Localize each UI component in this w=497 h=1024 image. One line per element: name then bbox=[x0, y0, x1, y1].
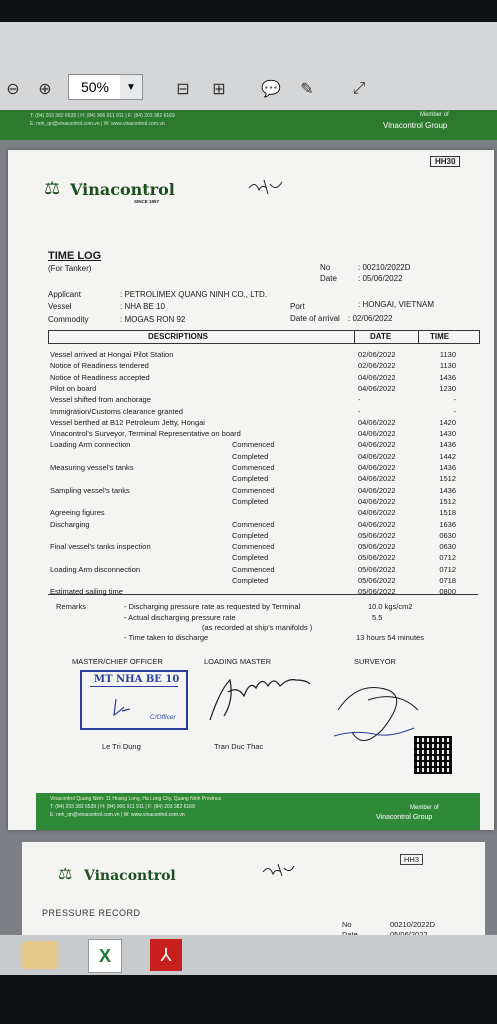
row-time: 1512 bbox=[439, 496, 456, 506]
qr-code-icon bbox=[414, 736, 452, 774]
sig-surveyor-label: SURVEYOR bbox=[354, 657, 396, 666]
row-stage: Completed bbox=[232, 496, 269, 506]
row-date: 05/06/2022 bbox=[358, 576, 396, 585]
row-time: 0718 bbox=[439, 576, 456, 585]
commodity-label: Commodity bbox=[48, 315, 89, 324]
vessel-value: : NHA BE 10 bbox=[120, 302, 165, 311]
sig-loading-label: LOADING MASTER bbox=[204, 657, 272, 666]
row-time: 1436 bbox=[439, 440, 456, 450]
master-signature-icon bbox=[108, 695, 138, 719]
row-date: 05/06/2022 bbox=[358, 564, 396, 574]
loading-master-name: Tran Duc Thac bbox=[214, 742, 264, 751]
col-time: TIME bbox=[430, 332, 450, 341]
row-time: 1518 bbox=[439, 508, 456, 518]
row-time: 0630 bbox=[439, 530, 456, 540]
row-time: 1420 bbox=[439, 417, 456, 427]
strip-member: Member of bbox=[420, 112, 449, 118]
row-stage: Commenced bbox=[232, 542, 275, 552]
row-date: 04/06/2022 bbox=[358, 440, 396, 450]
logo-text: Vinacontrol bbox=[70, 180, 175, 199]
row-date: 02/06/2022 bbox=[358, 350, 396, 359]
form-code: HH30 bbox=[430, 156, 460, 167]
arrival-label: Date of arrival bbox=[290, 314, 340, 323]
vinacontrol-logo-icon: ⚖ bbox=[44, 178, 61, 198]
row-description: Measuring vessel's tanks bbox=[50, 463, 134, 472]
remark-1: - Discharging pressure rate as requested by Terminal bbox=[124, 602, 301, 611]
row-time: - bbox=[453, 406, 456, 416]
row-description: Vessel arrived at Hongai Pilot Station bbox=[50, 350, 174, 359]
remark-2: - Actual discharging pressure rate bbox=[124, 613, 236, 622]
footer-phones: T: (84) 203 382 6539 | H: (84) 906 911 911 | F: (84) 203 382 6169 bbox=[50, 804, 195, 810]
row-date: 04/06/2022 bbox=[358, 519, 396, 529]
doc-title: TIME LOG bbox=[48, 250, 102, 262]
stamp-role: C/Officer bbox=[150, 714, 176, 721]
initials-signature-icon bbox=[246, 176, 286, 198]
row-time: 1436 bbox=[439, 485, 456, 495]
row-date: 04/06/2022 bbox=[358, 474, 396, 484]
row-date: 04/06/2022 bbox=[358, 485, 396, 495]
row-description: Agreeing figures bbox=[50, 508, 105, 518]
master-name: Le Tri Dung bbox=[102, 742, 141, 751]
page2-no-label: No bbox=[342, 920, 352, 929]
row-description: Notice of Readiness tendered bbox=[50, 361, 149, 371]
row-time: 1436 bbox=[439, 372, 456, 382]
row-time: 1430 bbox=[439, 429, 456, 439]
pdf-reader-icon[interactable]: ⅄ bbox=[150, 939, 182, 971]
strip-contact-1: T: (84) 203 382 6539 | H: (84) 906 911 911 | F: (84) 203 382 6169 bbox=[30, 113, 175, 119]
row-stage: Commenced bbox=[232, 519, 275, 529]
document-page bbox=[8, 150, 494, 830]
col-date: DATE bbox=[370, 332, 392, 341]
excel-icon[interactable]: X bbox=[88, 939, 122, 973]
row-time: 1436 bbox=[439, 463, 456, 472]
monitor-bezel-top bbox=[0, 0, 497, 22]
document-page-2 bbox=[22, 842, 485, 937]
row-description: Immigration/Customs clearance granted bbox=[50, 406, 183, 416]
loading-master-signature-icon bbox=[204, 668, 324, 728]
row-date: 05/06/2022 bbox=[358, 587, 396, 597]
file-explorer-icon[interactable] bbox=[22, 941, 58, 969]
page2-title: PRESSURE RECORD bbox=[42, 908, 141, 918]
zoom-out-icon[interactable]: ⊖ bbox=[6, 81, 20, 98]
comment-icon[interactable]: 💬 bbox=[261, 81, 281, 98]
no-label: No bbox=[320, 263, 331, 272]
row-description: Estimated sailing time bbox=[50, 587, 123, 597]
row-time: 1512 bbox=[439, 474, 456, 484]
row-time: 1130 bbox=[439, 350, 456, 359]
doc-subtitle: (For Tanker) bbox=[48, 264, 92, 273]
date-value: : 05/06/2022 bbox=[358, 274, 403, 283]
row-stage: Completed bbox=[232, 474, 269, 484]
row-date: 04/06/2022 bbox=[358, 372, 396, 382]
arrival-value: : 02/06/2022 bbox=[348, 314, 393, 323]
previous-page-footer bbox=[0, 110, 497, 140]
row-date: 05/06/2022 bbox=[358, 542, 396, 552]
row-date: 04/06/2022 bbox=[358, 463, 396, 472]
surveyor-signature-icon bbox=[328, 670, 428, 750]
logo-since: SINCE 1957 bbox=[134, 199, 160, 204]
zoom-level-input[interactable]: 50% bbox=[68, 74, 122, 100]
row-description: Vessel berthed at B12 Petroleum Jetty, Hongai bbox=[50, 417, 205, 427]
row-stage: Commenced bbox=[232, 440, 275, 450]
row-time: 1442 bbox=[439, 451, 456, 461]
row-stage: Completed bbox=[232, 576, 269, 585]
row-stage: Commenced bbox=[232, 463, 275, 472]
row-time: 0800 bbox=[439, 587, 456, 597]
row-time: 1636 bbox=[439, 519, 456, 529]
page2-no-value: 00210/2022D bbox=[390, 920, 436, 929]
row-date: 04/06/2022 bbox=[358, 383, 396, 393]
fullscreen-icon[interactable]: ⤢ bbox=[352, 80, 366, 97]
zoom-dropdown-icon[interactable]: ▼ bbox=[120, 74, 143, 100]
row-date: 04/06/2022 bbox=[358, 508, 396, 518]
row-date: 02/06/2022 bbox=[358, 361, 396, 371]
commodity-value: : MOGAS RON 92 bbox=[120, 315, 186, 324]
sig-master-label: MASTER/CHIEF OFFICER bbox=[72, 657, 163, 666]
row-description: Notice of Readiness accepted bbox=[50, 372, 150, 382]
remark-3: - Time taken to discharge bbox=[124, 633, 209, 642]
fit-page-icon[interactable]: ⊞ bbox=[212, 81, 226, 98]
row-date: 05/06/2022 bbox=[358, 530, 396, 540]
footer-address: Vinacontrol Quang Ninh: 11 Hoang Long, Ha Long City, Quang Ninh Province bbox=[50, 796, 222, 802]
row-date: 04/06/2022 bbox=[358, 451, 396, 461]
row-description: Pilot on board bbox=[50, 383, 97, 393]
port-label: Port bbox=[290, 302, 305, 311]
monitor-bezel-bottom bbox=[0, 975, 497, 1024]
footer-group: Vinacontrol Group bbox=[376, 814, 433, 821]
page2-logo-icon: ⚖ bbox=[58, 866, 73, 883]
row-time: - bbox=[453, 395, 456, 405]
row-description: Final vessel's tanks inspection bbox=[50, 542, 151, 552]
page-footer bbox=[36, 793, 480, 830]
vessel-label: Vessel bbox=[48, 302, 72, 311]
row-stage: Completed bbox=[232, 553, 269, 563]
applicant-label: Applicant bbox=[48, 290, 81, 299]
row-description: Discharging bbox=[50, 519, 90, 529]
row-description: Vinacontrol's Surveyor, Terminal Representative on board bbox=[50, 429, 241, 439]
row-date: 04/06/2022 bbox=[358, 417, 396, 427]
row-description: Loading Arm disconnection bbox=[50, 564, 141, 574]
footer-email: E: nnh_qn@vinacontrol.com.vn | W: www.vinacontrol.com.vn bbox=[50, 812, 185, 818]
row-stage: Completed bbox=[232, 530, 269, 540]
table-header bbox=[48, 330, 480, 344]
footer-member: Member of bbox=[410, 805, 439, 811]
row-date: 04/06/2022 bbox=[358, 496, 396, 506]
row-stage: Completed bbox=[232, 451, 269, 461]
page2-logo-text: Vinacontrol bbox=[84, 868, 176, 884]
row-date: - bbox=[358, 406, 361, 416]
remark-2-value: 5.5 bbox=[372, 613, 383, 622]
fit-width-icon[interactable]: ⊟ bbox=[176, 81, 190, 98]
row-time: 0712 bbox=[439, 564, 456, 574]
remark-3-value: 13 hours 54 minutes bbox=[356, 633, 424, 642]
strip-group: Vinacontrol Group bbox=[383, 121, 448, 130]
row-time: 0630 bbox=[439, 542, 456, 552]
remark-2-note: (as recorded at ship's manifolds ) bbox=[202, 623, 313, 632]
row-time: 0712 bbox=[439, 553, 456, 563]
page2-code: HH3 bbox=[400, 854, 423, 865]
row-description: Vessel shifted from anchorage bbox=[50, 395, 151, 405]
row-date: 04/06/2022 bbox=[358, 429, 396, 439]
row-date: - bbox=[358, 395, 361, 405]
remark-1-value: 10.0 kgs/cm2 bbox=[368, 602, 413, 611]
row-stage: Commenced bbox=[232, 564, 275, 574]
row-description: Loading Arm connection bbox=[50, 440, 131, 450]
page2-initials-icon bbox=[260, 860, 296, 880]
row-description: Sampling vessel's tanks bbox=[50, 485, 130, 495]
port-value: : HONGAI, VIETNAM bbox=[358, 300, 435, 309]
applicant-value: : PETROLIMEX QUANG NINH CO., LTD. bbox=[120, 290, 267, 299]
zoom-in-icon[interactable]: ⊕ bbox=[38, 81, 52, 98]
row-time: 1230 bbox=[439, 383, 456, 393]
row-date: 05/06/2022 bbox=[358, 553, 396, 563]
remarks-label: Remarks bbox=[56, 602, 87, 611]
no-value: : 00210/2022D bbox=[358, 263, 411, 272]
highlight-icon[interactable]: ✎ bbox=[300, 81, 314, 98]
row-stage: Commenced bbox=[232, 485, 275, 495]
col-descriptions: DESCRIPTIONS bbox=[148, 332, 209, 341]
strip-contact-2: E: nnh_qn@vinacontrol.com.vn | W: www.vinacontrol.com.vn bbox=[30, 121, 165, 127]
row-time: 1130 bbox=[439, 361, 456, 371]
taskbar bbox=[0, 935, 497, 975]
stamp-text: MT NHA BE 10 bbox=[94, 674, 180, 685]
date-label: Date bbox=[320, 274, 337, 283]
